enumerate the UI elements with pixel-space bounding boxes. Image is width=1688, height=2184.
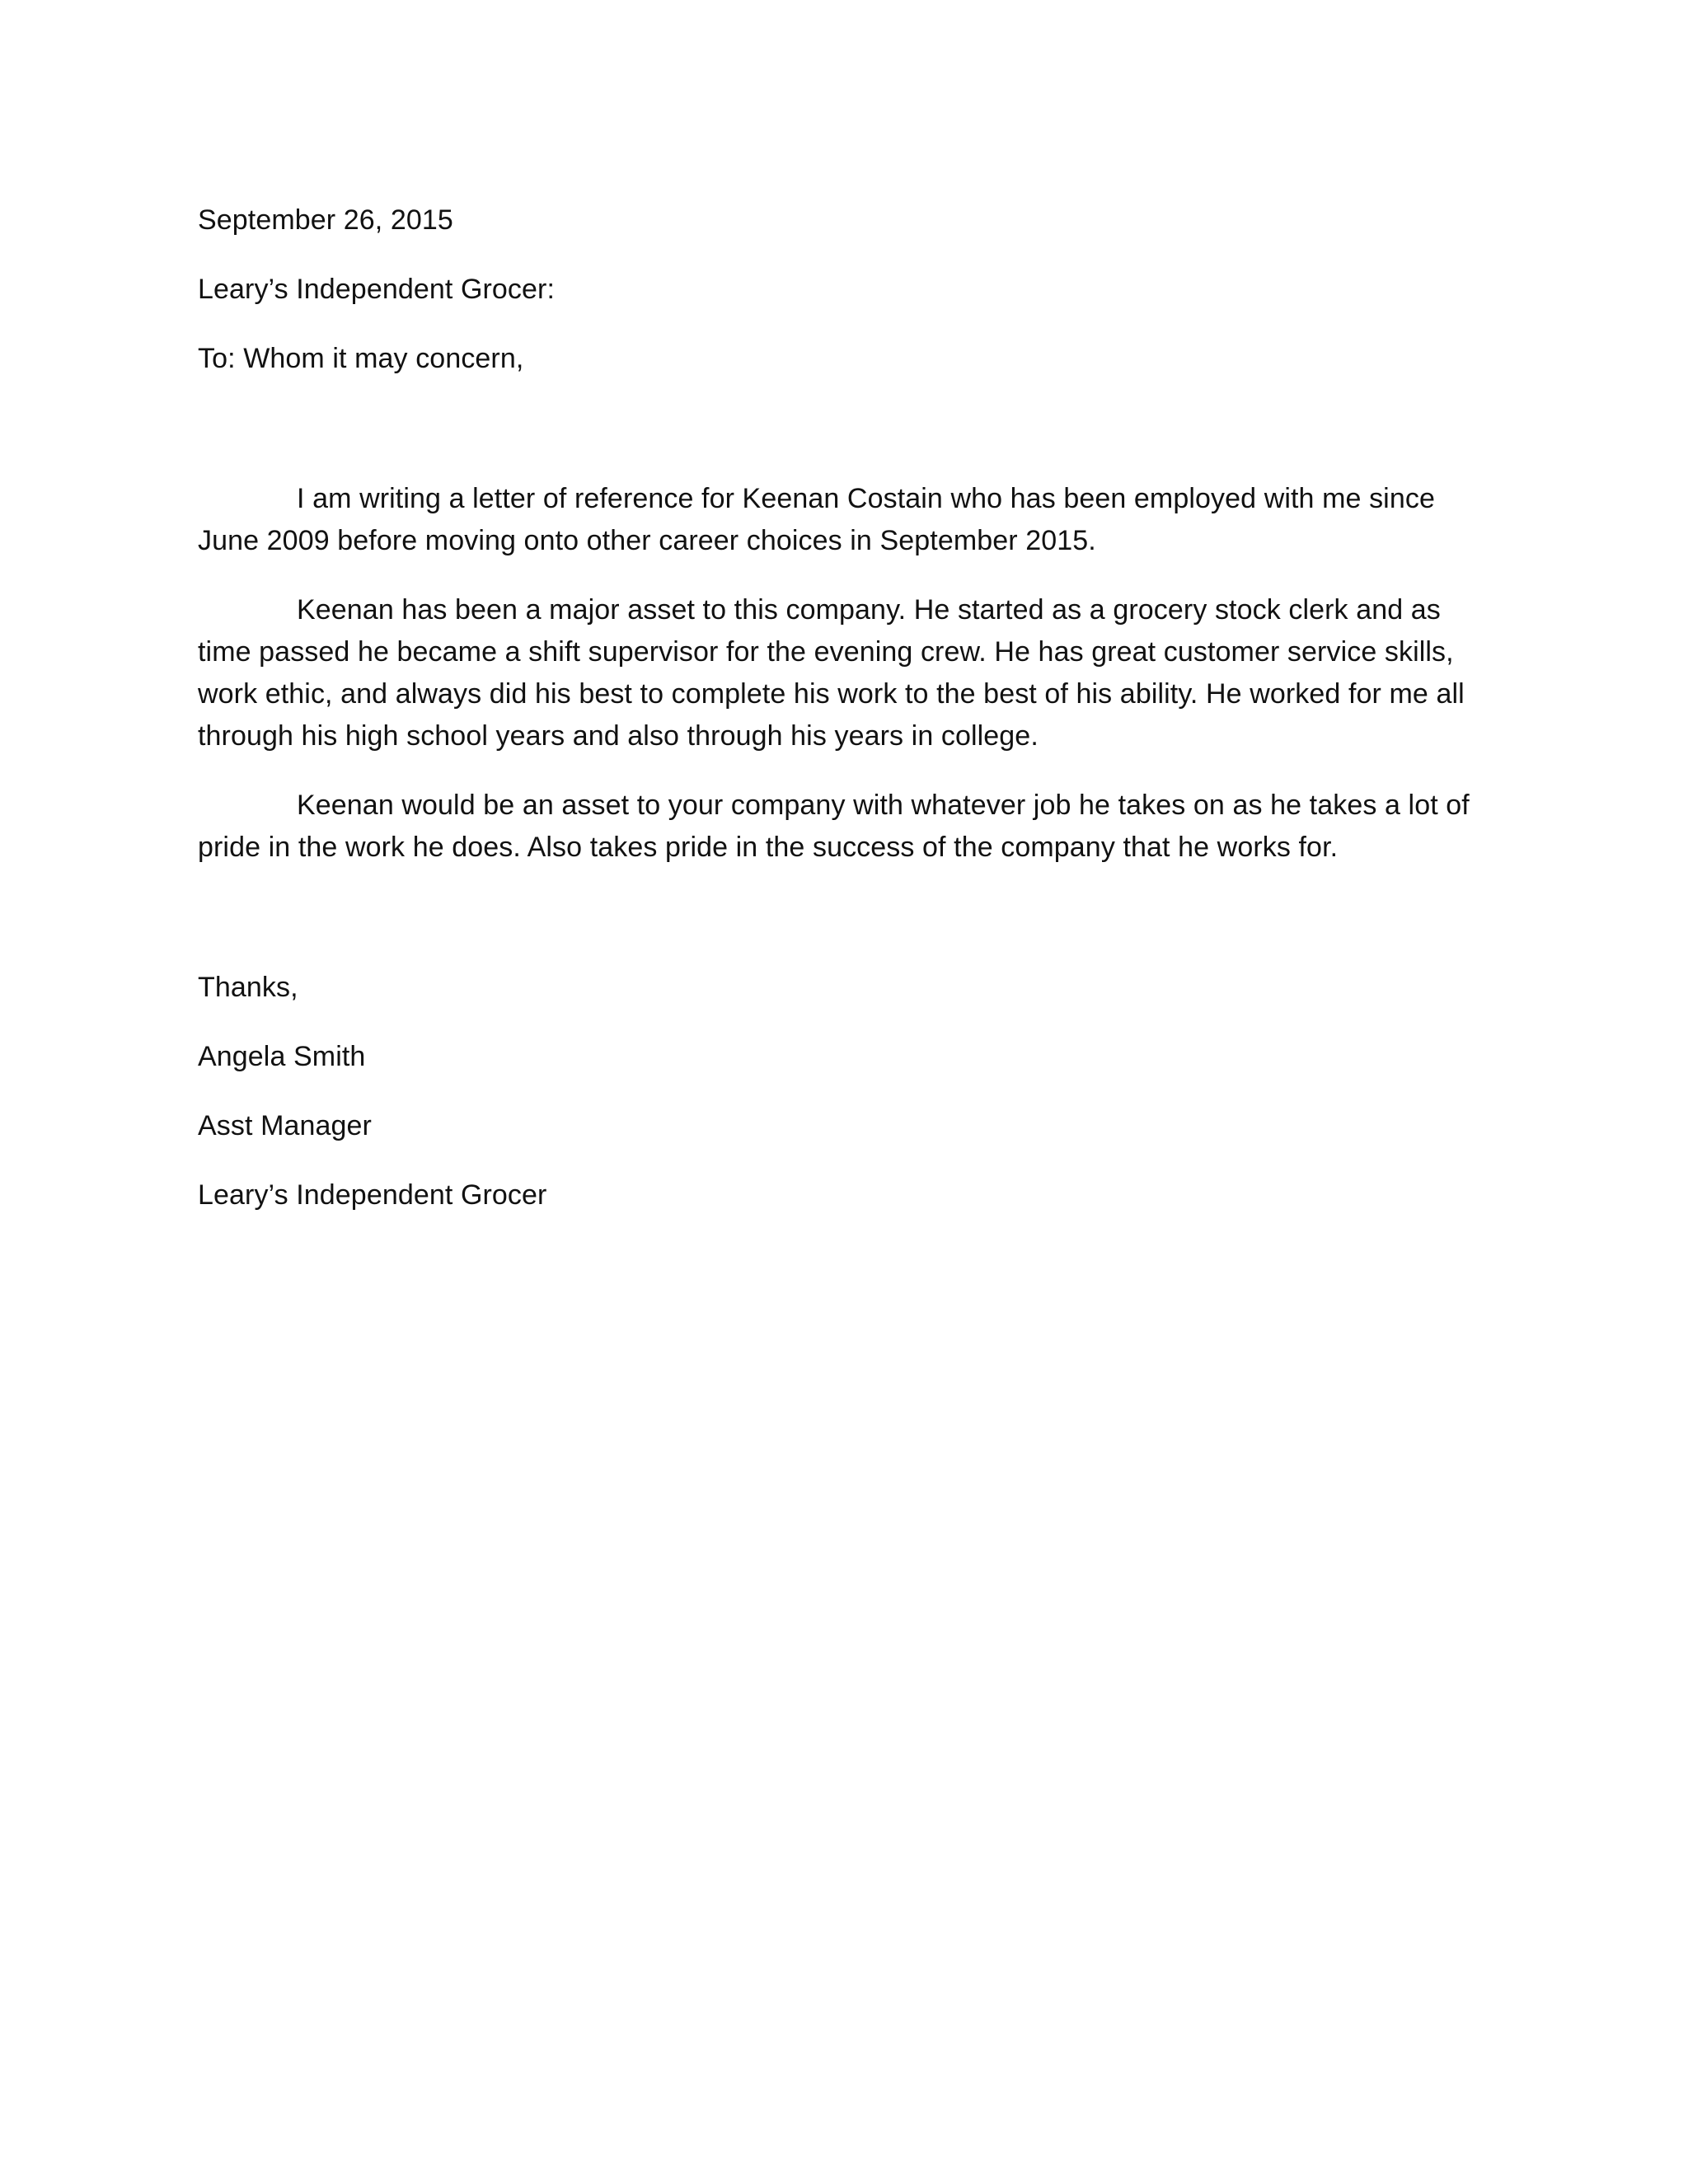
- spacer: [198, 896, 1500, 967]
- recipient-company: Leary’s Independent Grocer:: [198, 274, 556, 305]
- signer-title: Asst Manager: [198, 1110, 372, 1141]
- letter-body: [198, 199, 1500, 1244]
- salutation: To: Whom it may concern,: [198, 343, 524, 374]
- paragraph-3: Keenan would be an asset to your company with whatever job he takes on as he takes a lot of pride in the work he does. Also takes pride in the success of the company that he works for.: [198, 790, 1470, 863]
- paragraph-2: Keenan has been a major asset to this company. He started as a grocery stock clerk and as time passed he became a shift supervisor for the evening crew. He has great customer service skills, work ethic, and always did his best to complete his work to the best of his ability. He worked for me all through his high school years and also through his years in college.: [198, 594, 1465, 752]
- letter-date: September 26, 2015: [198, 204, 453, 236]
- closing: Thanks,: [198, 972, 298, 1003]
- spacer: [198, 407, 1500, 478]
- signer-name: Angela Smith: [198, 1041, 366, 1072]
- signer-company: Leary’s Independent Grocer: [198, 1179, 547, 1211]
- paragraph-1: I am writing a letter of reference for Keenan Costain who has been employed with me since June 2009 before moving onto other career choices in September 2015.: [198, 483, 1435, 556]
